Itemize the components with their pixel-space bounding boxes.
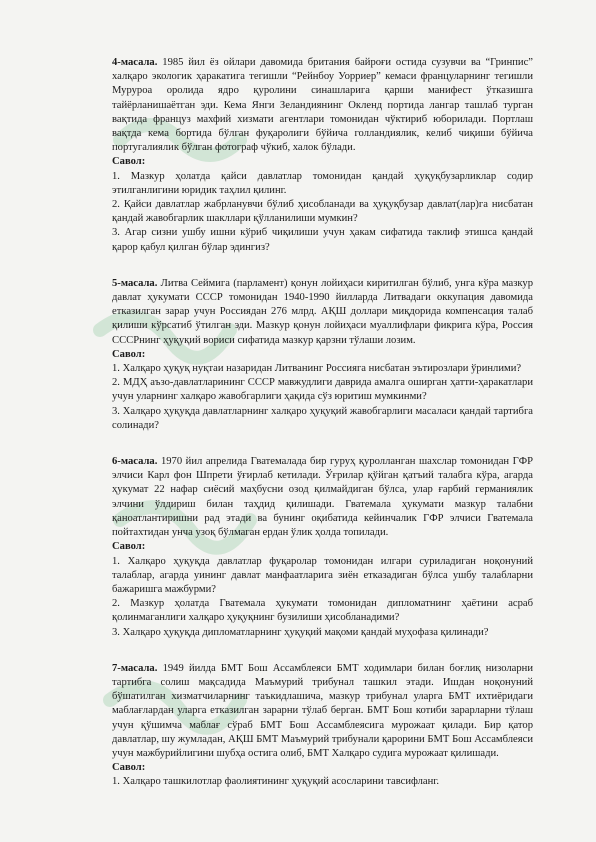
problem-number: 7-масала.: [112, 662, 158, 674]
problem-text: 7-масала. 1949 йилда БМТ Бош Ассамблеяси БМТ ходимлари билан боғлиқ низоларни тартибга солиш мақсадида Маъмурий трибунал ташкил этади. Ишдан ноқонуний бўшатилган хизматчиларнинг таъкидлашича, мазкур трибунал уларга БМТ ихтиёридаги маблағлардан уларга етказилган зарарни тўлаб берган. БМТ Бош котиби зарарларни тўлаш учун қўшимча маблағ сўраб БМТ Бош Ассамблеясига мурожаат қилади. Бир қатор давлатлар, шу жумладан, АҚШ БМТ Маъмурий трибунали қарорини БМТ Бош Ассамблеяси учун мажбурийлигини шубҳа остига олиб, БМТ Халқаро судига мурожаат қилишади.: [112, 662, 533, 759]
problem-number: 6-масала.: [112, 456, 158, 468]
problem-text: 4-масала. 1985 йил ёз ойлари давомида британия байроғи остида сузувчи ва “Гринпис” халқаро экологик ҳаракатига тегишли “Рейнбоу Уорриер” кемаси француларнинг тегишли Муруроа оролида ядро қуролини синашларига қарши манифест ўтказишга тайёрланишаётган эди. Кема Янги Зеландиянинг Окленд портида лангар ташлаб турган вақтида француз махфий хизмати агентлари томонидан чўктириб юборилади. Портлаш вақтда кема бортида бўлган фуқаролиги бўйича голландиялик, келиб чиқиши бўйича португалиялик бўлган фотограф чўкиб, халок бўлади.: [112, 57, 533, 154]
question-item: 3. Халқаро ҳуқуқда давлатларнинг халқаро ҳуқуқий жавобгарлиги масаласи қандай тартибга солинади?: [112, 405, 533, 431]
problem-7: [112, 662, 533, 790]
problem-number: 4-масала.: [112, 57, 158, 68]
problem-6: [112, 455, 533, 640]
question-item: 2. МДҲ аъзо-давлатларининг СССР мавжудлиги даврида амалга оширган ҳатти-ҳаракатлари учун уларнинг халқаро жавобгарлиги ҳақида сўз юритиш мумкинми?: [112, 377, 533, 403]
question-item: 2. Мазкур ҳолатда Гватемала ҳукумати томонидан дипломатнинг ҳаётини асраб қолинмаганлиги халқаро ҳуқуқнинг бузилиши ҳисобланадими?: [112, 598, 533, 624]
question-label: Савол:: [112, 348, 146, 360]
problem-number: 5-масала.: [112, 277, 158, 289]
problem-4: [112, 56, 533, 255]
problem-text: 5-масала. Литва Сеймига (парламент) қонун лойиҳаси киритилган бўлиб, унга кўра мазкур давлат ҳукумати СССР томонидан 1940-1990 йилларда Литвадаги оккупация давомида етказилган зарар учун Россиядан 276 млрд. АҚШ доллари миқдорида компенсация талаб қилиши кўрсатиб ўтилган эди. Мазкур қонун лойиҳаси муаллифлари фикрига кўра, Россия СССРнинг ҳуқуқий вориси сифатида мазкур қарзни тўлаши лозим.: [112, 277, 533, 346]
question-label: Савол:: [112, 762, 146, 774]
question-label: Савол:: [112, 541, 146, 553]
problem-text: 6-масала. 1970 йил апрелида Гватемалада бир гуруҳ қуролланган шахслар томонидан ГФР элчиси Карл фон Шпрети ўғирлаб кетилади. Ўғрилар қўйган қатъий талабга кўра, агарда ҳукумат 22 нафар сиёсий маҳбусни озод қилмайдиган бўлса, улар ғарбий германиялик элчини ўлдириш билан таҳдид қилишади. Гватемала ҳукумати мазкур талабни қаноатлантиришни рад этади ва бунинг оқибатида кейинчалик ГФР элчиси Гватемала пойтахтидан унча узоқ бўлмаган ердан ўлик ҳолда топилади.: [112, 456, 533, 539]
problem-5: [112, 277, 533, 433]
question-item: 2. Қайси давлатлар жабрланувчи бўлиб ҳисобланади ва ҳуқуқбузар давлат(лар)га нисбатан қандай жавобгарлик шакллари қўлланилиши мумкин?: [112, 199, 533, 225]
question-item: 3. Агар сизни ушбу ишни кўриб чиқилиши учун ҳакам сифатида таклиф этишса қандай қарор қабул қилган бўлар эдингиз?: [112, 227, 533, 253]
question-item: 1. Мазкур ҳолатда қайси давлатлар томонидан қандай ҳуқуқбузарликлар содир этилганлигини юридик таҳлил қилинг.: [112, 170, 533, 196]
question-item: 1. Халқаро ҳуқуқ нуқтаи назаридан Литванинг Россияга нисбатан эътирозлари ўринлими?: [112, 363, 522, 375]
question-item: 3. Халқаро ҳуқуқда дипломатларнинг ҳуқуқий мақоми қандай муҳофаза қилинади?: [112, 626, 489, 638]
question-label: Савол:: [112, 156, 146, 168]
question-item: 1. Халқаро ҳуқуқда давлатлар фуқаролар томонидан илгари суриладиган ноқонуний талаблар, агарда уининг давлат манфаатларига зиён етказадиган бўлса ушбу талабларни бажаришга мажбурми?: [112, 555, 533, 595]
question-item: 1. Халқаро ташкилотлар фаолиятининг ҳуқуқий асосларини тавсифланг.: [112, 776, 440, 788]
